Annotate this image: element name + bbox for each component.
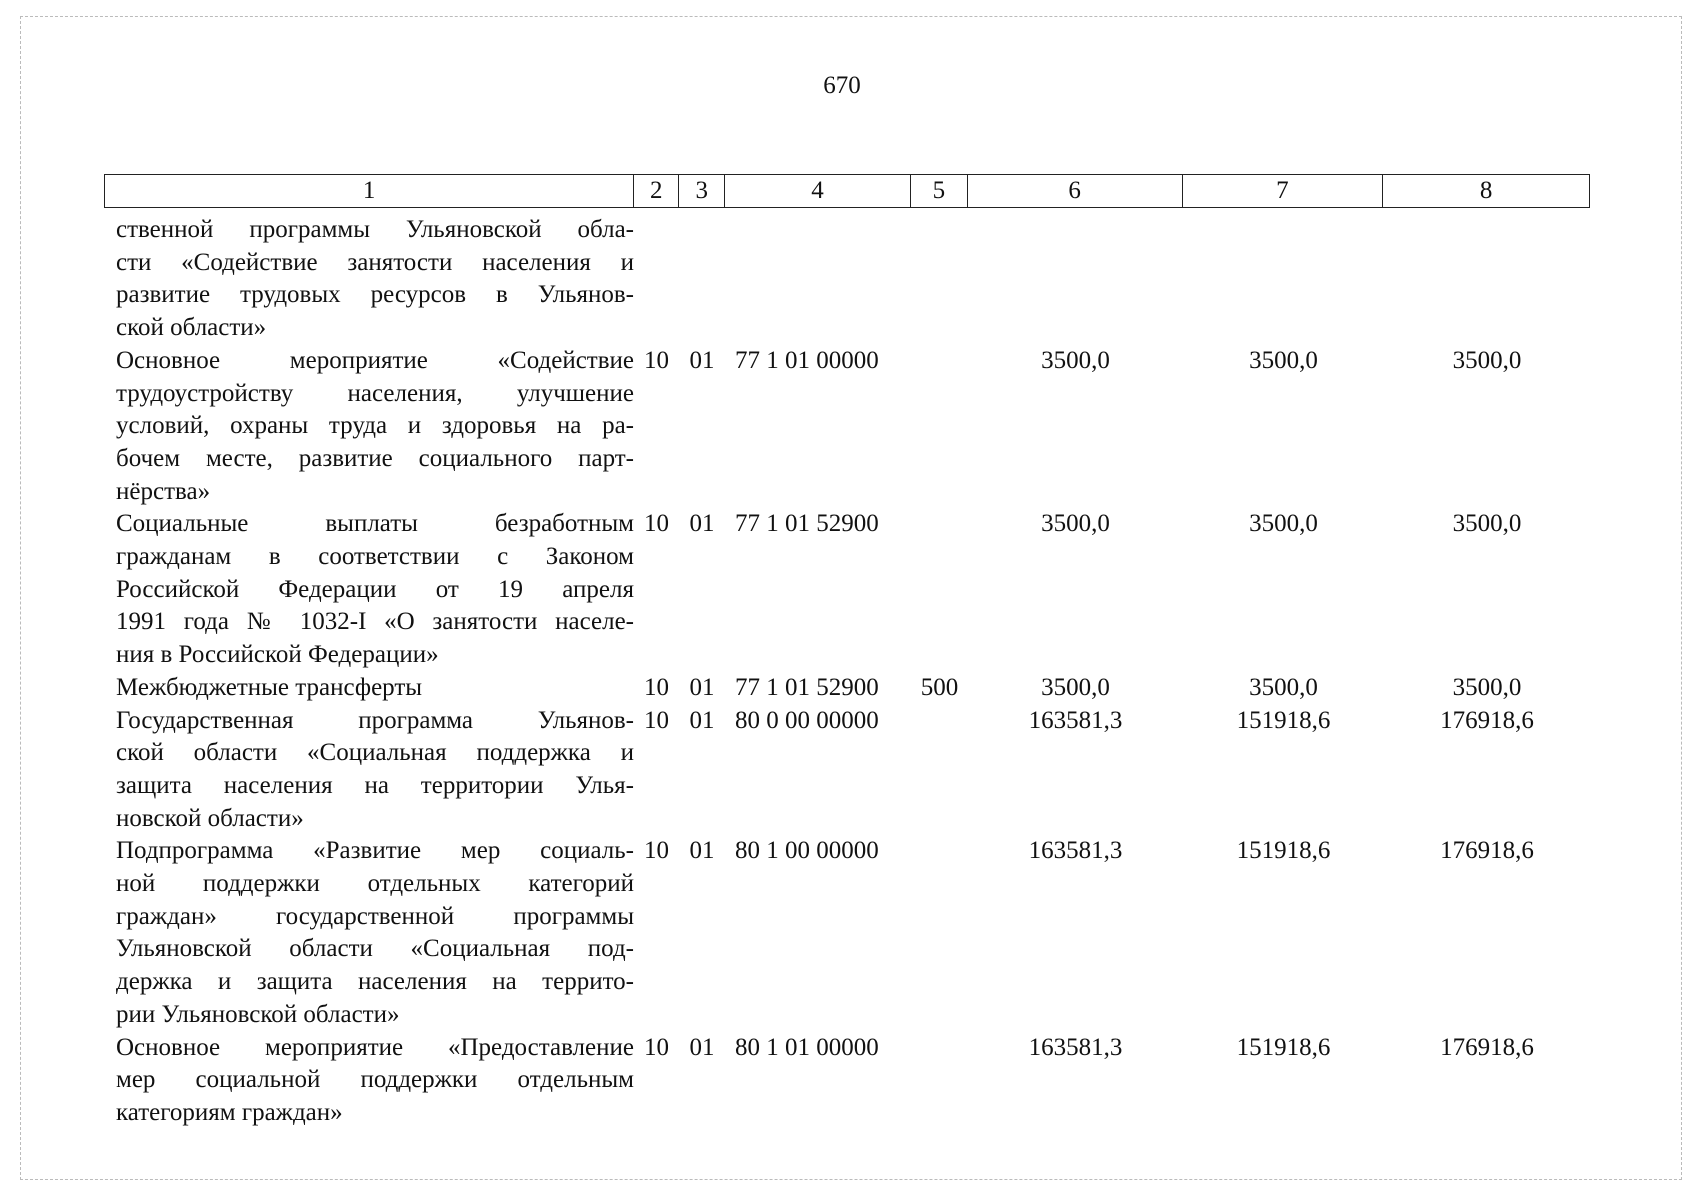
description-line: ственной программы Ульяновской обла- bbox=[116, 216, 634, 243]
cell-c5 bbox=[911, 214, 968, 345]
cell-c2: 10 bbox=[644, 346, 669, 374]
description-line: граждан» государственной программы bbox=[116, 902, 634, 930]
cell-c8: 176918,6 bbox=[1440, 837, 1534, 865]
cell-c7: 151918,6 bbox=[1236, 706, 1331, 734]
table-row bbox=[104, 672, 1590, 705]
table-row bbox=[104, 835, 1590, 1031]
row-description bbox=[104, 214, 634, 345]
cell-c7: 151918,6 bbox=[1236, 1033, 1331, 1061]
cell-c5 bbox=[911, 1032, 968, 1130]
cell-c5 bbox=[911, 508, 968, 672]
cell-c4: 77 1 01 52900 bbox=[735, 673, 879, 701]
description-line: гражданам в соответствии с Законом bbox=[116, 543, 634, 571]
cell-c4: 80 1 01 00000 bbox=[735, 1033, 879, 1061]
description-line: 1991 года № 1032-I «О занятости населе- bbox=[116, 608, 634, 636]
description-line: новской области» bbox=[116, 804, 304, 832]
description-line: ской области» bbox=[116, 314, 267, 342]
cell-c4: 77 1 01 52900 bbox=[735, 510, 879, 538]
header-col-2: 2 bbox=[634, 175, 679, 207]
description-line: защита населения на территории Улья- bbox=[116, 771, 634, 799]
cell-c2: 10 bbox=[644, 673, 669, 701]
header-col-3: 3 bbox=[679, 175, 725, 207]
header-col-8: 8 bbox=[1479, 177, 1493, 204]
cell-c7 bbox=[1183, 214, 1384, 345]
row-description bbox=[104, 345, 634, 509]
row-description bbox=[104, 672, 634, 705]
cell-c6: 163581,3 bbox=[1028, 1033, 1123, 1061]
header-col-4: 4 bbox=[725, 175, 911, 207]
description-line: Подпрограмма «Развитие мер социаль- bbox=[116, 837, 634, 865]
header-col-5: 5 bbox=[911, 175, 968, 207]
description-line: бочем месте, развитие социального парт- bbox=[116, 444, 634, 472]
header-col-6: 6 bbox=[968, 175, 1183, 207]
description-line: условий, охраны труда и здоровья на ра- bbox=[116, 412, 634, 440]
cell-c6: 3500,0 bbox=[1041, 673, 1110, 701]
cell-c6 bbox=[968, 214, 1183, 345]
cell-c7: 3500,0 bbox=[1249, 510, 1318, 538]
cell-c7: 151918,6 bbox=[1236, 837, 1331, 865]
cell-c6: 3500,0 bbox=[1041, 510, 1110, 538]
page-number: 670 bbox=[823, 72, 861, 99]
table-body bbox=[104, 214, 1590, 1130]
description-line: Основное мероприятие «Предоставление bbox=[116, 1033, 634, 1061]
cell-c3: 01 bbox=[689, 346, 715, 374]
cell-c5 bbox=[911, 705, 968, 836]
cell-c4 bbox=[725, 214, 911, 345]
cell-c6: 3500,0 bbox=[1041, 346, 1110, 374]
description-line: Российской Федерации от 19 апреля bbox=[116, 575, 634, 603]
description-line: ной поддержки отдельных категорий bbox=[116, 870, 634, 898]
cell-c8 bbox=[1384, 214, 1590, 345]
cell-c8: 176918,6 bbox=[1440, 1033, 1534, 1061]
cell-c8: 3500,0 bbox=[1452, 673, 1522, 701]
description-line: Межбюджетные трансферты bbox=[116, 673, 423, 701]
description-line: развитие трудовых ресурсов в Ульянов- bbox=[116, 281, 634, 309]
header-col-1: 1 bbox=[105, 175, 634, 207]
row-description bbox=[104, 1032, 634, 1130]
cell-c5 bbox=[911, 835, 968, 1031]
cell-c4: 77 1 01 00000 bbox=[735, 346, 879, 374]
description-line: ской области «Социальная поддержка и bbox=[116, 739, 634, 767]
cell-c2: 10 bbox=[644, 706, 669, 734]
description-line: категориям граждан» bbox=[116, 1098, 343, 1126]
row-description bbox=[104, 508, 634, 672]
cell-c8: 176918,6 bbox=[1440, 706, 1534, 734]
description-line: держка и защита населения на террито- bbox=[116, 968, 634, 996]
description-line: мер социальной поддержки отдельным bbox=[116, 1066, 634, 1094]
cell-c3: 01 bbox=[689, 673, 715, 701]
description-line: Государственная программа Ульянов- bbox=[116, 706, 634, 734]
description-line: Ульяновской области «Социальная под- bbox=[116, 935, 634, 963]
cell-c5: 500 bbox=[920, 673, 959, 701]
cell-c3: 01 bbox=[689, 706, 715, 734]
cell-c2: 10 bbox=[644, 837, 669, 865]
description-line: ния в Российской Федерации» bbox=[116, 641, 439, 669]
cell-c3 bbox=[679, 214, 725, 345]
table-row bbox=[104, 214, 1590, 345]
description-line: сти «Содействие занятости населения и bbox=[116, 248, 634, 276]
table-row bbox=[104, 1032, 1590, 1130]
description-line: Основное мероприятие «Содействие bbox=[116, 346, 634, 374]
cell-c4: 80 1 00 00000 bbox=[735, 837, 879, 865]
cell-c8: 3500,0 bbox=[1452, 346, 1522, 374]
description-line: Социальные выплаты безработным bbox=[116, 510, 634, 538]
cell-c7: 3500,0 bbox=[1249, 346, 1318, 374]
table-row bbox=[104, 508, 1590, 672]
cell-c6: 163581,3 bbox=[1028, 706, 1123, 734]
row-description bbox=[104, 835, 634, 1031]
cell-c2 bbox=[634, 214, 679, 345]
description-line: трудоустройству населения, улучшение bbox=[116, 379, 634, 407]
table-row bbox=[104, 705, 1590, 836]
cell-c5 bbox=[911, 345, 968, 509]
cell-c7: 3500,0 bbox=[1249, 673, 1318, 701]
table-row bbox=[104, 345, 1590, 509]
cell-c3: 01 bbox=[689, 510, 715, 538]
description-line: рии Ульяновской области» bbox=[116, 1000, 400, 1028]
cell-c3: 01 bbox=[689, 837, 715, 865]
header-col-7: 7 bbox=[1183, 175, 1384, 207]
cell-c2: 10 bbox=[644, 1033, 669, 1061]
description-line: нёрства» bbox=[116, 477, 211, 505]
cell-c3: 01 bbox=[689, 1033, 715, 1061]
cell-c4: 80 0 00 00000 bbox=[735, 706, 879, 734]
cell-c6: 163581,3 bbox=[1028, 837, 1123, 865]
row-description bbox=[104, 705, 634, 836]
cell-c2: 10 bbox=[644, 510, 669, 538]
table-header bbox=[104, 174, 1590, 208]
cell-c8: 3500,0 bbox=[1452, 510, 1522, 538]
